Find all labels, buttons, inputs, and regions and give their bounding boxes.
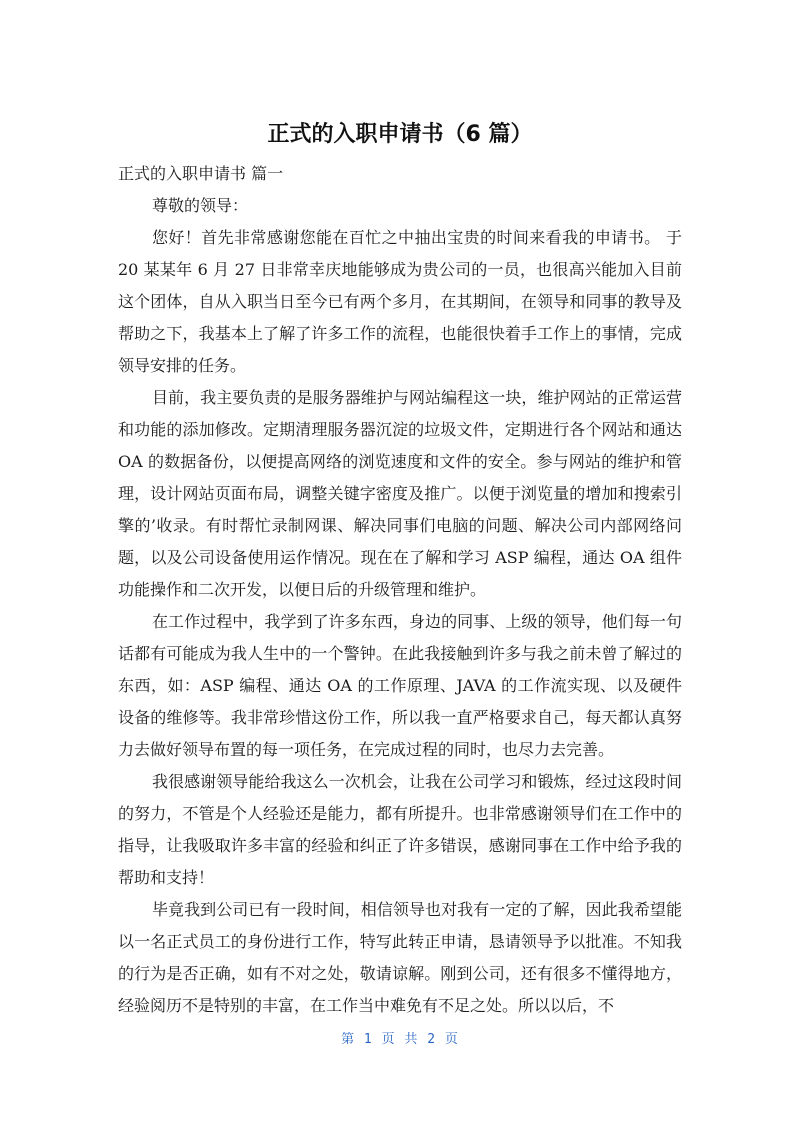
document-title: 正式的入职申请书（6 篇） bbox=[267, 122, 533, 147]
document-body bbox=[118, 158, 682, 1022]
paragraph-4: 我很感谢领导能给我这么一次机会，让我在公司学习和锻炼，经过这段时间的努力，不管是个人经验还是能力，都有所提升。也非常感谢领导们在工作中的指导，让我吸取许多丰富的经验和纠正了许多错误，感谢同事在工作中给予我的帮助和支持！ bbox=[118, 772, 682, 887]
paragraph-2: 目前，我主要负责的是服务器维护与网站编程这一块，维护网站的正常运营和功能的添加修改。定期清理服务器沉淀的垃圾文件，定期进行各个网站和通达 OA 的数据备份，以便提高网络的浏览速度和文件的安全。参与网站的维护和管理，设计网站页面布局，调整关键字密度及推广。以便于浏览量的增加和搜索引擎的’收录。有时帮忙录制网课、解决同事们电脑的问题、解决公司内部网络问题，以及公司设备使用运作情况。现在在了解和学习 ASP 编程，通达 OA 组件功能操作和二次开发，以便日后的升级管理和维护。 bbox=[118, 388, 682, 599]
paragraph-3: 在工作过程中，我学到了许多东西，身边的同事、上级的领导，他们每一句话都有可能成为我人生中的一个警钟。在此我接触到许多与我之前未曾了解过的东西，如：ASP 编程、通达 OA 的工作原理、JAVA 的工作流实现、以及硬件设备的维修等。我非常珍惜这份工作，所以我一直严格要求自己，每天都认真努力去做好领导布置的每一项任务，在完成过程的同时，也尽力去完善。 bbox=[118, 612, 682, 759]
page-number-footer: 第 1 页 共 2 页 bbox=[341, 1032, 459, 1047]
salutation: 尊敬的领导： bbox=[152, 196, 249, 215]
paragraph-5: 毕竟我到公司已有一段时间，相信领导也对我有一定的了解，因此我希望能以一名正式员工的身份进行工作，特写此转正申请，恳请领导予以批准。不知我的行为是否正确，如有不对之处，敬请谅解。刚到公司，还有很多不懂得地方，经验阅历不是特别的丰富，在工作当中难免有不足之处。所以以后，不 bbox=[118, 900, 682, 1015]
paragraph-1: 您好！首先非常感谢您能在百忙之中抽出宝贵的时间来看我的申请书。 于 20 某某年 6 月 27 日非常幸庆地能够成为贵公司的一员，也很高兴能加入目前这个团体，自从入职当日至今已有两个多月，在其期间，在领导和同事的教导及帮助之下，我基本上了解了许多工作的流程，也能很快着手工作上的事情，完成领导安排的任务。 bbox=[118, 228, 682, 375]
section-heading: 正式的入职申请书 篇一 bbox=[118, 164, 284, 183]
